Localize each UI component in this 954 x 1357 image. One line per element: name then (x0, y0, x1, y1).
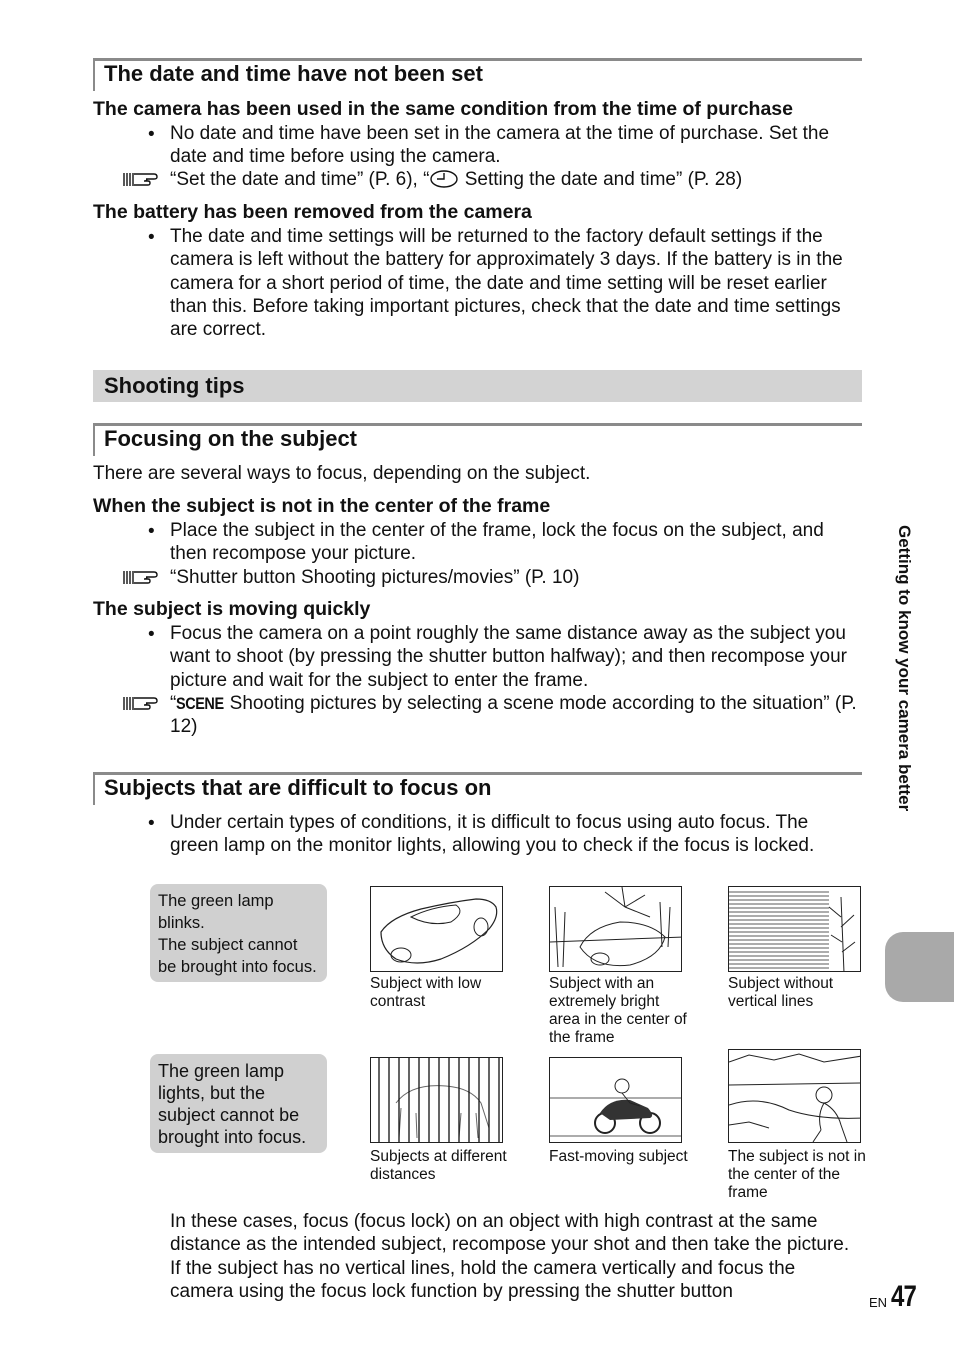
section-title-difficult: Subjects that are difficult to focus on (104, 775, 492, 800)
bullet-dot: • (148, 227, 155, 248)
bullet-dot: • (148, 521, 155, 542)
illustration-no-vertical-lines (728, 886, 861, 972)
pointing-hand-icon (122, 169, 158, 189)
page-number: 47 (891, 1280, 917, 1313)
subheading-not-center: When the subject is not in the center of the frame (93, 495, 551, 517)
section-bar (93, 772, 95, 805)
caption: Subject without vertical lines (728, 975, 834, 1010)
bullet-text: Under certain types of conditions, it is difficult to focus using auto focus. The green lamp on the monitor lights, allowing you to check if the focus is locked. (170, 812, 815, 857)
caption: Subjects at different distances (370, 1148, 507, 1183)
subheading-battery: The battery has been removed from the camera (93, 201, 532, 223)
bullet-text: Focus the camera on a point roughly the same distance away as the subject you want to shoot (by pressing the shutter button halfway); and then recompose your picture and wait for the subject to enter the frame. (170, 623, 847, 691)
reference-text (170, 692, 862, 739)
note-box-lights: The green lamp lights, but the subject cannot be brought into focus. (150, 1054, 327, 1153)
illustration-fast-moving (549, 1057, 682, 1143)
subheading-moving: The subject is moving quickly (93, 598, 371, 620)
pointing-hand-icon (122, 567, 158, 587)
bullet-text: The date and time settings will be returned to the factory default settings if the camera is left without the battery for approximately 3 days. If the battery is in the camera for a short period of time, the date and time setting will be reset earlier than this. Before taking important pictures, check that the date and time settings are correct. (170, 226, 843, 341)
section-bar (93, 423, 95, 456)
caption: Fast-moving subject (549, 1148, 688, 1165)
illustration-low-contrast (370, 886, 503, 972)
pointing-hand-icon (122, 693, 158, 713)
illustration-different-distances (370, 1057, 503, 1143)
bullet-text: No date and time have been set in the camera at the time of purchase. Set the date and time before using the camera. (170, 123, 830, 168)
reference-text: “Shutter button Shooting pictures/movies” (P. 10) (170, 567, 580, 588)
section-title-date-time: The date and time have not been set (104, 61, 483, 86)
closing-paragraph: In these cases, focus (focus lock) on an object with high contrast at the same distance as the intended subject, recompose your shot and then take the picture. If the subject has no vertical lines, hold the camera vertically and focus the camera using the focus lock function by pressing the shutter button (170, 1211, 850, 1302)
note-line: The subject cannot be brought into focus. (158, 936, 317, 976)
caption: Subject with low contrast (370, 975, 482, 1010)
bullet-text: Place the subject in the center of the frame, lock the focus on the subject, and then recompose your picture. (170, 520, 824, 565)
note-line: The green lamp blinks. (158, 892, 274, 932)
bullet-dot: • (148, 813, 155, 834)
bullet-dot: • (148, 624, 155, 645)
subheading-purchase: The camera has been used in the same condition from the time of purchase (93, 98, 794, 120)
scene-mode-label: SCENE (176, 694, 224, 713)
ref-post: Setting the date and time” (P. 28) (459, 169, 743, 190)
illustration-bright-center (549, 886, 682, 972)
illustration-off-center (728, 1049, 861, 1143)
caption: The subject is not in the center of the frame (728, 1148, 866, 1201)
ref-pre: “ (170, 693, 177, 714)
caption: Subject with an extremely bright area in the center of the frame (549, 975, 687, 1046)
clock-icon (429, 170, 459, 188)
section-title-focusing: Focusing on the subject (104, 426, 358, 451)
shooting-tips-title: Shooting tips (104, 373, 245, 398)
reference-text (170, 168, 862, 191)
chapter-tab (885, 932, 954, 1002)
side-chapter-label: Getting to know your camera better (895, 525, 914, 812)
bullet-dot: • (148, 124, 155, 145)
footer-lang: EN (869, 1295, 888, 1310)
section-bar (93, 58, 95, 91)
intro-text: There are several ways to focus, depending on the subject. (93, 463, 591, 484)
ref-pre: “Set the date and time” (P. 6), “ (170, 169, 430, 190)
ref-post: Shooting pictures by selecting a scene mode according to the situation” (P. 12) (170, 693, 857, 738)
note-box-blinks (150, 884, 327, 982)
